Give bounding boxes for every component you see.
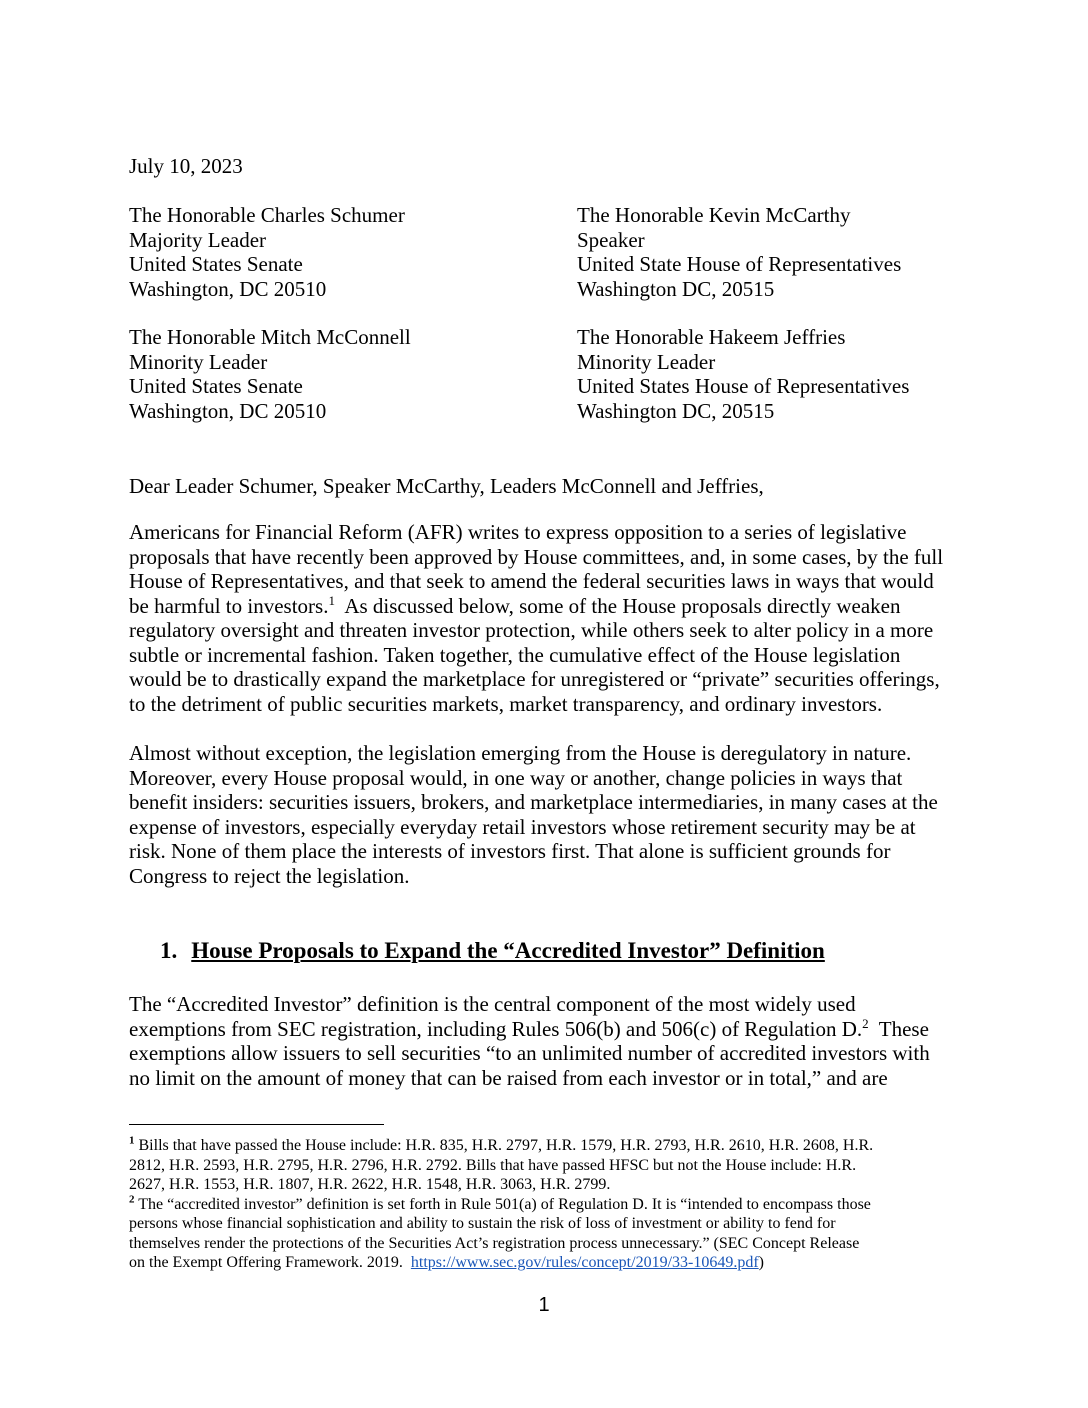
text-line: Congress to reject the legislation. [129, 863, 410, 888]
footnote-line: 2627, H.R. 1553, H.R. 1807, H.R. 2622, H.R. 1548, H.R. 3063, H.R. 2799. [129, 1176, 611, 1193]
text-line: regulatory oversight and threaten investor protection, while others seek to alter policy in a more [129, 618, 934, 642]
text-line: Moreover, every House proposal would, in one way or another, change policies in ways that [129, 765, 903, 790]
text-segment: on the Exempt Offering Framework. 2019. [129, 1254, 403, 1271]
text-line: risk. None of them place the interests of investors first. That alone is sufficient grounds for [129, 839, 891, 863]
footnotes [129, 1136, 969, 1273]
text-segment: Bills that have passed the House include: H.R. 835, H.R. 2797, H.R. 1579, H.R. 2793, H.R. 2610, H.R. 2608, H.R. [138, 1137, 874, 1154]
text-line [129, 1017, 969, 1042]
footnote-line: 2812, H.R. 2593, H.R. 2795, H.R. 2796, H.R. 2792. Bills that have passed HFSC but not the House include: H.R. [129, 1156, 857, 1174]
footnote-line [129, 1195, 969, 1215]
paragraph-intro [129, 520, 969, 716]
text-line: expense of investors, especially everyday retail investors whose retirement security may be at [129, 814, 916, 839]
text-line: Americans for Financial Reform (AFR) writes to express opposition to a series of legislative [129, 520, 907, 544]
paragraph-deregulatory [129, 741, 969, 888]
addressee-body: United State House of Representatives [577, 252, 902, 276]
text-segment: As discussed below, some of the House proposals directly weaken [344, 593, 901, 618]
text-segment: The “accredited investor” definition is set forth in Rule 501(a) of Regulation D. It is “intended to encompass those [138, 1195, 871, 1213]
text-line: proposals that have recently been approved by House committees, and, in some cases, by the full [129, 544, 944, 569]
addressee-city: Washington, DC 20510 [129, 276, 327, 301]
text-line: Almost without exception, the legislation emerging from the House is deregulatory in nature. [129, 741, 912, 765]
text-line: to the detriment of public securities markets, market transparency, and ordinary investors. [129, 691, 883, 716]
footnote-mark: 1 [129, 1134, 135, 1147]
addressee-schumer [129, 203, 405, 301]
text-line: The “Accredited Investor” definition is the central component of the most widely used [129, 992, 856, 1016]
page-number: 1 [538, 1294, 550, 1316]
section-title: House Proposals to Expand the “Accredited Investor” Definition [191, 938, 825, 963]
addressee-city: Washington DC, 20515 [577, 276, 775, 301]
paragraph-accredited-investor [129, 992, 969, 1090]
footnote-line [129, 1253, 969, 1273]
addressee-name: The Honorable Kevin McCarthy [577, 203, 851, 227]
addressee-title: Speaker [577, 227, 645, 252]
text-line: no limit on the amount of money that can be raised from each investor or in total,” and are [129, 1065, 888, 1090]
addressee-jeffries [577, 325, 909, 423]
addressee-body: United States Senate [129, 374, 303, 398]
text-line: benefit insiders: securities issuers, brokers, and marketplace intermediaries, in many cases at the [129, 790, 938, 814]
footnote-line: persons whose financial sophistication and ability to sustain the risk of loss of investment or ability to fend for [129, 1215, 836, 1232]
text-segment: exemptions from SEC registration, including Rules 506(b) and 506(c) of Regulation D. [129, 1016, 863, 1041]
addressee-name: The Honorable Hakeem Jeffries [577, 325, 846, 349]
footnote-line: themselves render the protections of the Securities Act’s registration process unnecessary.” (SEC Concept Release [129, 1234, 860, 1252]
text-segment: be harmful to investors. [129, 593, 329, 618]
footnote-line [129, 1136, 969, 1156]
text-line: House of Representatives, and that seek to amend the federal securities laws in ways that would [129, 569, 934, 593]
footnote-mark: 2 [129, 1193, 135, 1206]
text-segment: These [878, 1016, 929, 1041]
text-line: exemptions allow issuers to sell securities “to an unlimited number of accredited investors with [129, 1041, 930, 1065]
addressee-title: Majority Leader [129, 227, 267, 252]
addressee-body: United States Senate [129, 252, 303, 276]
addressee-city: Washington, DC 20510 [129, 398, 327, 423]
addressee-mccarthy [577, 203, 901, 301]
addressee-title: Minority Leader [129, 349, 268, 374]
footnote-divider [129, 1124, 384, 1125]
text-line: would be to drastically expand the marketplace for unregistered or “private” securities offerings, [129, 667, 940, 691]
section-number: 1. [160, 938, 178, 963]
salutation: Dear Leader Schumer, Speaker McCarthy, Leaders McConnell and Jeffries, [129, 474, 764, 498]
addressee-name: The Honorable Charles Schumer [129, 203, 405, 227]
section-heading-1 [160, 938, 825, 964]
text-segment: ) [758, 1254, 764, 1271]
addressee-body: United States House of Representatives [577, 374, 910, 398]
text-line: subtle or incremental fashion. Taken together, the cumulative effect of the House legislation [129, 642, 901, 667]
letter-date: July 10, 2023 [129, 154, 243, 178]
addressee-city: Washington DC, 20515 [577, 398, 775, 423]
addressee-name: The Honorable Mitch McConnell [129, 325, 411, 349]
footnote-ref-2[interactable]: 2 [862, 1015, 869, 1031]
addressee-title: Minority Leader [577, 349, 716, 374]
text-line [129, 594, 969, 619]
sec-concept-release-link[interactable]: https://www.sec.gov/rules/concept/2019/33-10649.pdf [410, 1254, 759, 1271]
addressee-mcconnell [129, 325, 411, 423]
footnote-ref-1[interactable]: 1 [328, 592, 335, 608]
